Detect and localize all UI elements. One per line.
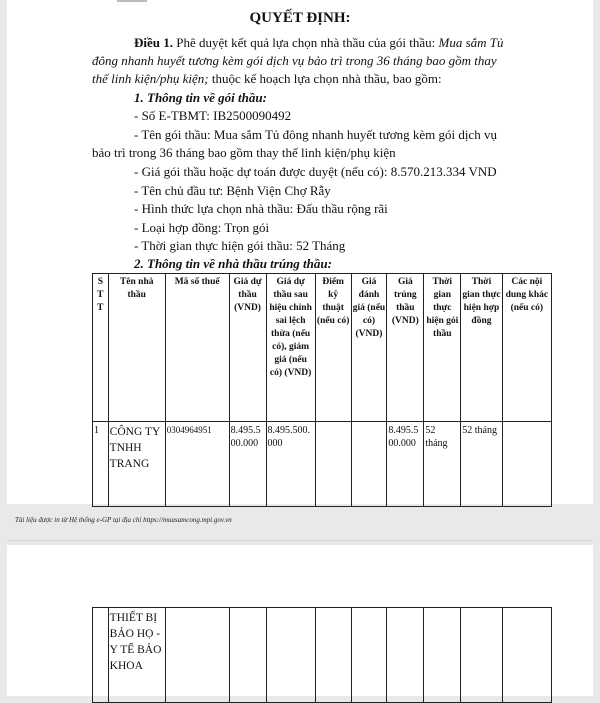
cont-cell-package-time	[424, 608, 461, 703]
winner-table-continued	[92, 607, 552, 703]
package-name-line1: - Tên gói thầu: Mua sắm Tủ đông nhanh huyết tương kèm gói dịch vụ	[134, 127, 497, 142]
package-price: - Giá gói thầu hoặc dự toán được duyệt (nếu có): 8.570.213.334 VND	[134, 164, 497, 179]
contract-type: - Loại hợp đồng: Trọn gói	[134, 220, 270, 235]
article-label: Điều 1.	[134, 35, 173, 50]
selection-method: - Hình thức lựa chọn nhà thầu: Đấu thầu rộng rãi	[134, 201, 388, 216]
table-row	[93, 422, 552, 507]
package-name-part3: thế linh kiện/phụ kiện;	[92, 71, 209, 86]
cont-cell-adjusted-price	[266, 608, 315, 703]
section1-heading: 1. Thông tin về gói thầu:	[134, 90, 267, 105]
header-stt: S T T	[93, 274, 109, 422]
header-contract-time: Thời gian thực hiện hợp đồng	[461, 274, 502, 422]
package-name-part2: đông nhanh huyết tương kèm gói dịch vụ bảo trì trong 36 tháng bao gồm thay	[92, 53, 497, 68]
package-duration: - Thời gian thực hiện gói thầu: 52 Tháng	[134, 238, 346, 253]
cell-contractor: CÔNG TY TNHH TRANG	[108, 422, 165, 507]
cell-eval-price	[351, 422, 387, 507]
cont-cell-tax-code	[165, 608, 229, 703]
investor: - Tên chủ đầu tư: Bệnh Viện Chợ Rẫy	[134, 183, 331, 198]
header-tech-score: Điểm kỹ thuật (nếu có)	[315, 274, 351, 422]
cell-win-price: 8.495.500.000	[387, 422, 424, 507]
header-eval-price: Giá đánh giá (nếu có) (VND)	[351, 274, 387, 422]
article-line-1	[134, 34, 504, 52]
cont-cell-tech-score	[315, 608, 351, 703]
cell-adjusted-price: 8.495.500.000	[266, 422, 315, 507]
cell-contract-time: 52 tháng	[461, 422, 502, 507]
decision-title: QUYẾT ĐỊNH:	[249, 10, 351, 26]
page-divider	[7, 540, 593, 541]
cell-bid-price: 8.495.500.000	[229, 422, 266, 507]
ebmt-number: - Số E-TBMT: IB2500090492	[134, 108, 292, 123]
cell-stt: 1	[93, 422, 109, 507]
header-bid-price: Giá dự thầu (VND)	[229, 274, 266, 422]
cont-cell-contract-time	[461, 608, 502, 703]
cont-cell-bid-price	[229, 608, 266, 703]
header-contractor: Tên nhà thầu	[108, 274, 165, 422]
header-win-price: Giá trúng thầu (VND)	[387, 274, 424, 422]
article-text: Phê duyệt kết quả lựa chọn nhà thầu của gói thầu:	[176, 35, 439, 50]
article-text-2: thuộc kế hoạch lựa chọn nhà thầu, bao gồm:	[208, 71, 442, 86]
table-row	[93, 608, 552, 703]
winner-table	[92, 273, 552, 507]
print-footer: Tài liệu được in từ Hệ thống e-GP tại địa chỉ https://muasamcong.mpi.gov.vn	[15, 516, 232, 524]
article-line-3	[92, 70, 442, 88]
section2-heading: 2. Thông tin về nhà thầu trúng thầu:	[134, 256, 332, 271]
cont-cell-stt	[93, 608, 109, 703]
package-name-line2: bảo trì trong 36 tháng bao gồm thay thế linh kiện/phụ kiện	[92, 145, 396, 160]
cell-package-time: 52 tháng	[424, 422, 461, 507]
header-adjusted-price: Giá dự thầu sau hiệu chỉnh sai lệch thừa (nếu có), giảm giá (nếu có) (VND)	[266, 274, 315, 422]
cont-cell-contractor: THIẾT BỊ BẢO HỌ - Y TẾ BẢO KHOA	[108, 608, 165, 703]
header-tax-code: Mã số thuế	[165, 274, 229, 422]
document-page-1	[7, 0, 593, 524]
package-name-part1: Mua sắm Tủ	[438, 35, 504, 50]
header-package-time: Thời gian thực hiện gói thầu	[424, 274, 461, 422]
cont-cell-win-price	[387, 608, 424, 703]
top-mark	[117, 0, 147, 2]
cell-tax-code: 0304964951	[165, 422, 229, 507]
document-page-2	[7, 545, 593, 696]
cell-other	[502, 422, 551, 507]
table-header-row	[93, 274, 552, 422]
cell-tech-score	[315, 422, 351, 507]
cont-cell-other	[502, 608, 551, 703]
cont-cell-eval-price	[351, 608, 387, 703]
header-other: Các nội dung khác (nếu có)	[502, 274, 551, 422]
